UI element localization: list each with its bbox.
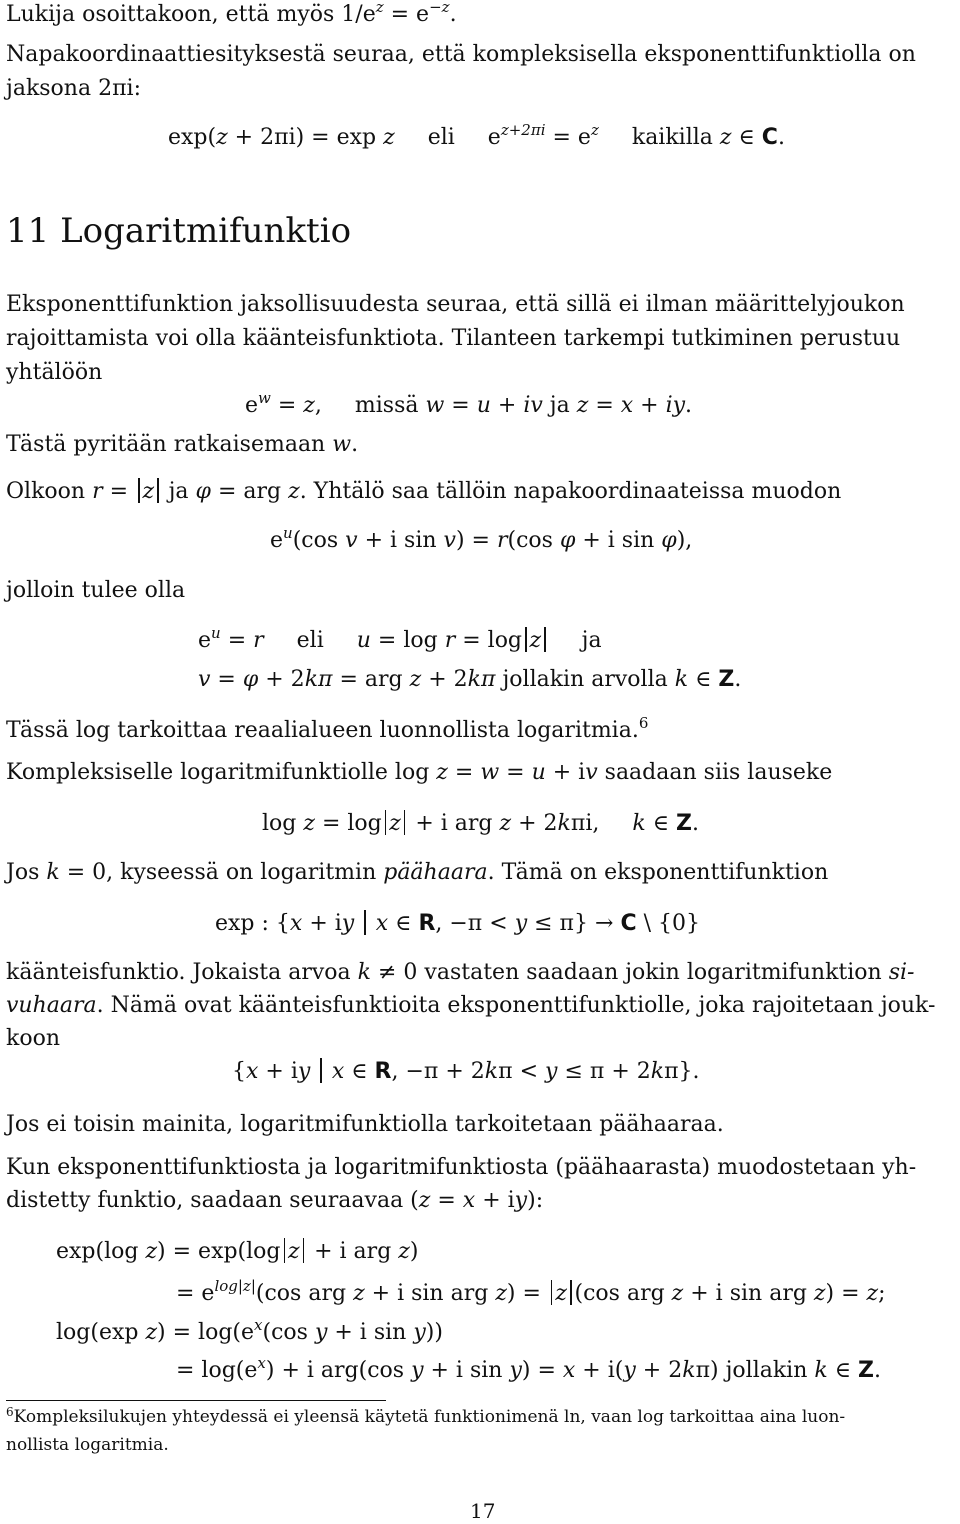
equation-ew: $e^w = z$, missä w = u + iv ja z = x + iy. <box>245 389 693 418</box>
text-line: Kompleksiselle logaritmifunktiolle log z = w = u + iv saadaan siis lauseke <box>6 760 833 785</box>
footnote-cont: nollista logaritmia. <box>6 1435 169 1455</box>
text-line: Olkoon r = z ja φ = arg z. Yhtälö saa tällöin napakoordinaateissa muodon <box>6 479 842 504</box>
equation-log: log z = log z + i arg z + 2kπi, k ∈ Z. <box>262 811 699 836</box>
equation-exp-log-cont: = $e^{log|z|}(\cos$ arg z + i sin arg z) = z (cos arg z + i sin arg z) = z; <box>176 1277 886 1306</box>
equation-polar: $e^u(\cos$ v + i sin v) = r(cos φ + i sin φ), <box>270 524 693 553</box>
equation-exp-log: exp(log z) = exp(log z + i arg z) <box>56 1239 419 1264</box>
equation-exp-domain: exp : {x + iy x ∈ R, −π < y ≤ π} → C \ {0} <box>215 911 700 936</box>
equation-log-exp: log(exp $z) = \log(e^x(\cos$ y + i sin y)) <box>56 1316 443 1345</box>
text-line: jaksona 2πi: <box>6 76 141 101</box>
equation-u: $e^u = r$ eli u = log r = log z ja <box>198 624 602 653</box>
page-number: 17 <box>470 1499 496 1523</box>
text-line: vuhaara. Nämä ovat käänteisfunktioita eksponenttifunktiolle, joka rajoitetaan jouk- <box>6 993 936 1018</box>
equation-branch-domain: {x + iy x ∈ R, −π + 2kπ < y ≤ π + 2kπ}. <box>232 1059 700 1084</box>
text-line: Napakoordinaattiesityksestä seuraa, että kompleksisella eksponenttifunktiolla on <box>6 42 916 67</box>
equation-log-exp-cont: = $\log(e^x) + i$ arg(cos y + i sin y) = x + i(y + 2kπ) jollakin k ∈ Z. <box>176 1354 881 1383</box>
equation-periodicity: exp(z + 2πi) = exp z eli $e^{z+2\pi i} = e^z$ kaikilla z ∈ C. <box>168 121 785 150</box>
text-line: Tässä log tarkoittaa reaalialueen luonnollista logaritmia.$^6$ <box>6 714 649 743</box>
text-line: Jos k = 0, kyseessä on logaritmin päähaara. Tämä on eksponenttifunktion <box>6 860 829 885</box>
text-line: yhtälöön <box>6 360 103 385</box>
text-line: käänteisfunktio. Jokaista arvoa k ≠ 0 vastaten saadaan jokin logaritmifunktion si- <box>6 960 915 985</box>
text-line: rajoittamista voi olla käänteisfunktiota. Tilanteen tarkempi tutkiminen perustuu <box>6 326 901 351</box>
footnote-ref: 6 <box>638 714 649 732</box>
text-line: distetty funktio, saadaan seuraavaa (z = x + iy): <box>6 1188 544 1213</box>
footnote: $^6$Kompleksilukujen yhteydessä ei yleensä käytetä funktionimenä ln, vaan log tarkoittaa aina luon- <box>6 1405 846 1427</box>
footnote-rule <box>6 1400 386 1401</box>
section-heading: 11 Logaritmifunktio <box>6 211 352 251</box>
text-line: Jos ei toisin mainita, logaritmifunktiolla tarkoitetaan päähaaraa. <box>6 1112 724 1137</box>
text-line: Kun eksponenttifunktiosta ja logaritmifunktiosta (päähaarasta) muodostetaan yh- <box>6 1155 917 1180</box>
text-line: Tästä pyritään ratkaisemaan w. <box>6 432 359 457</box>
equation-v: v = φ + 2kπ = arg z + 2kπ jollakin arvolla k ∈ Z. <box>198 667 742 692</box>
text-line: Eksponenttifunktion jaksollisuudesta seuraa, että sillä ei ilman määrittelyjoukon <box>6 292 905 317</box>
text-line: jolloin tulee olla <box>6 578 186 603</box>
text-line: Lukija osoittakoon, että myös $1/e^z = e^{-z}$. <box>6 0 457 27</box>
text-line: koon <box>6 1026 60 1051</box>
